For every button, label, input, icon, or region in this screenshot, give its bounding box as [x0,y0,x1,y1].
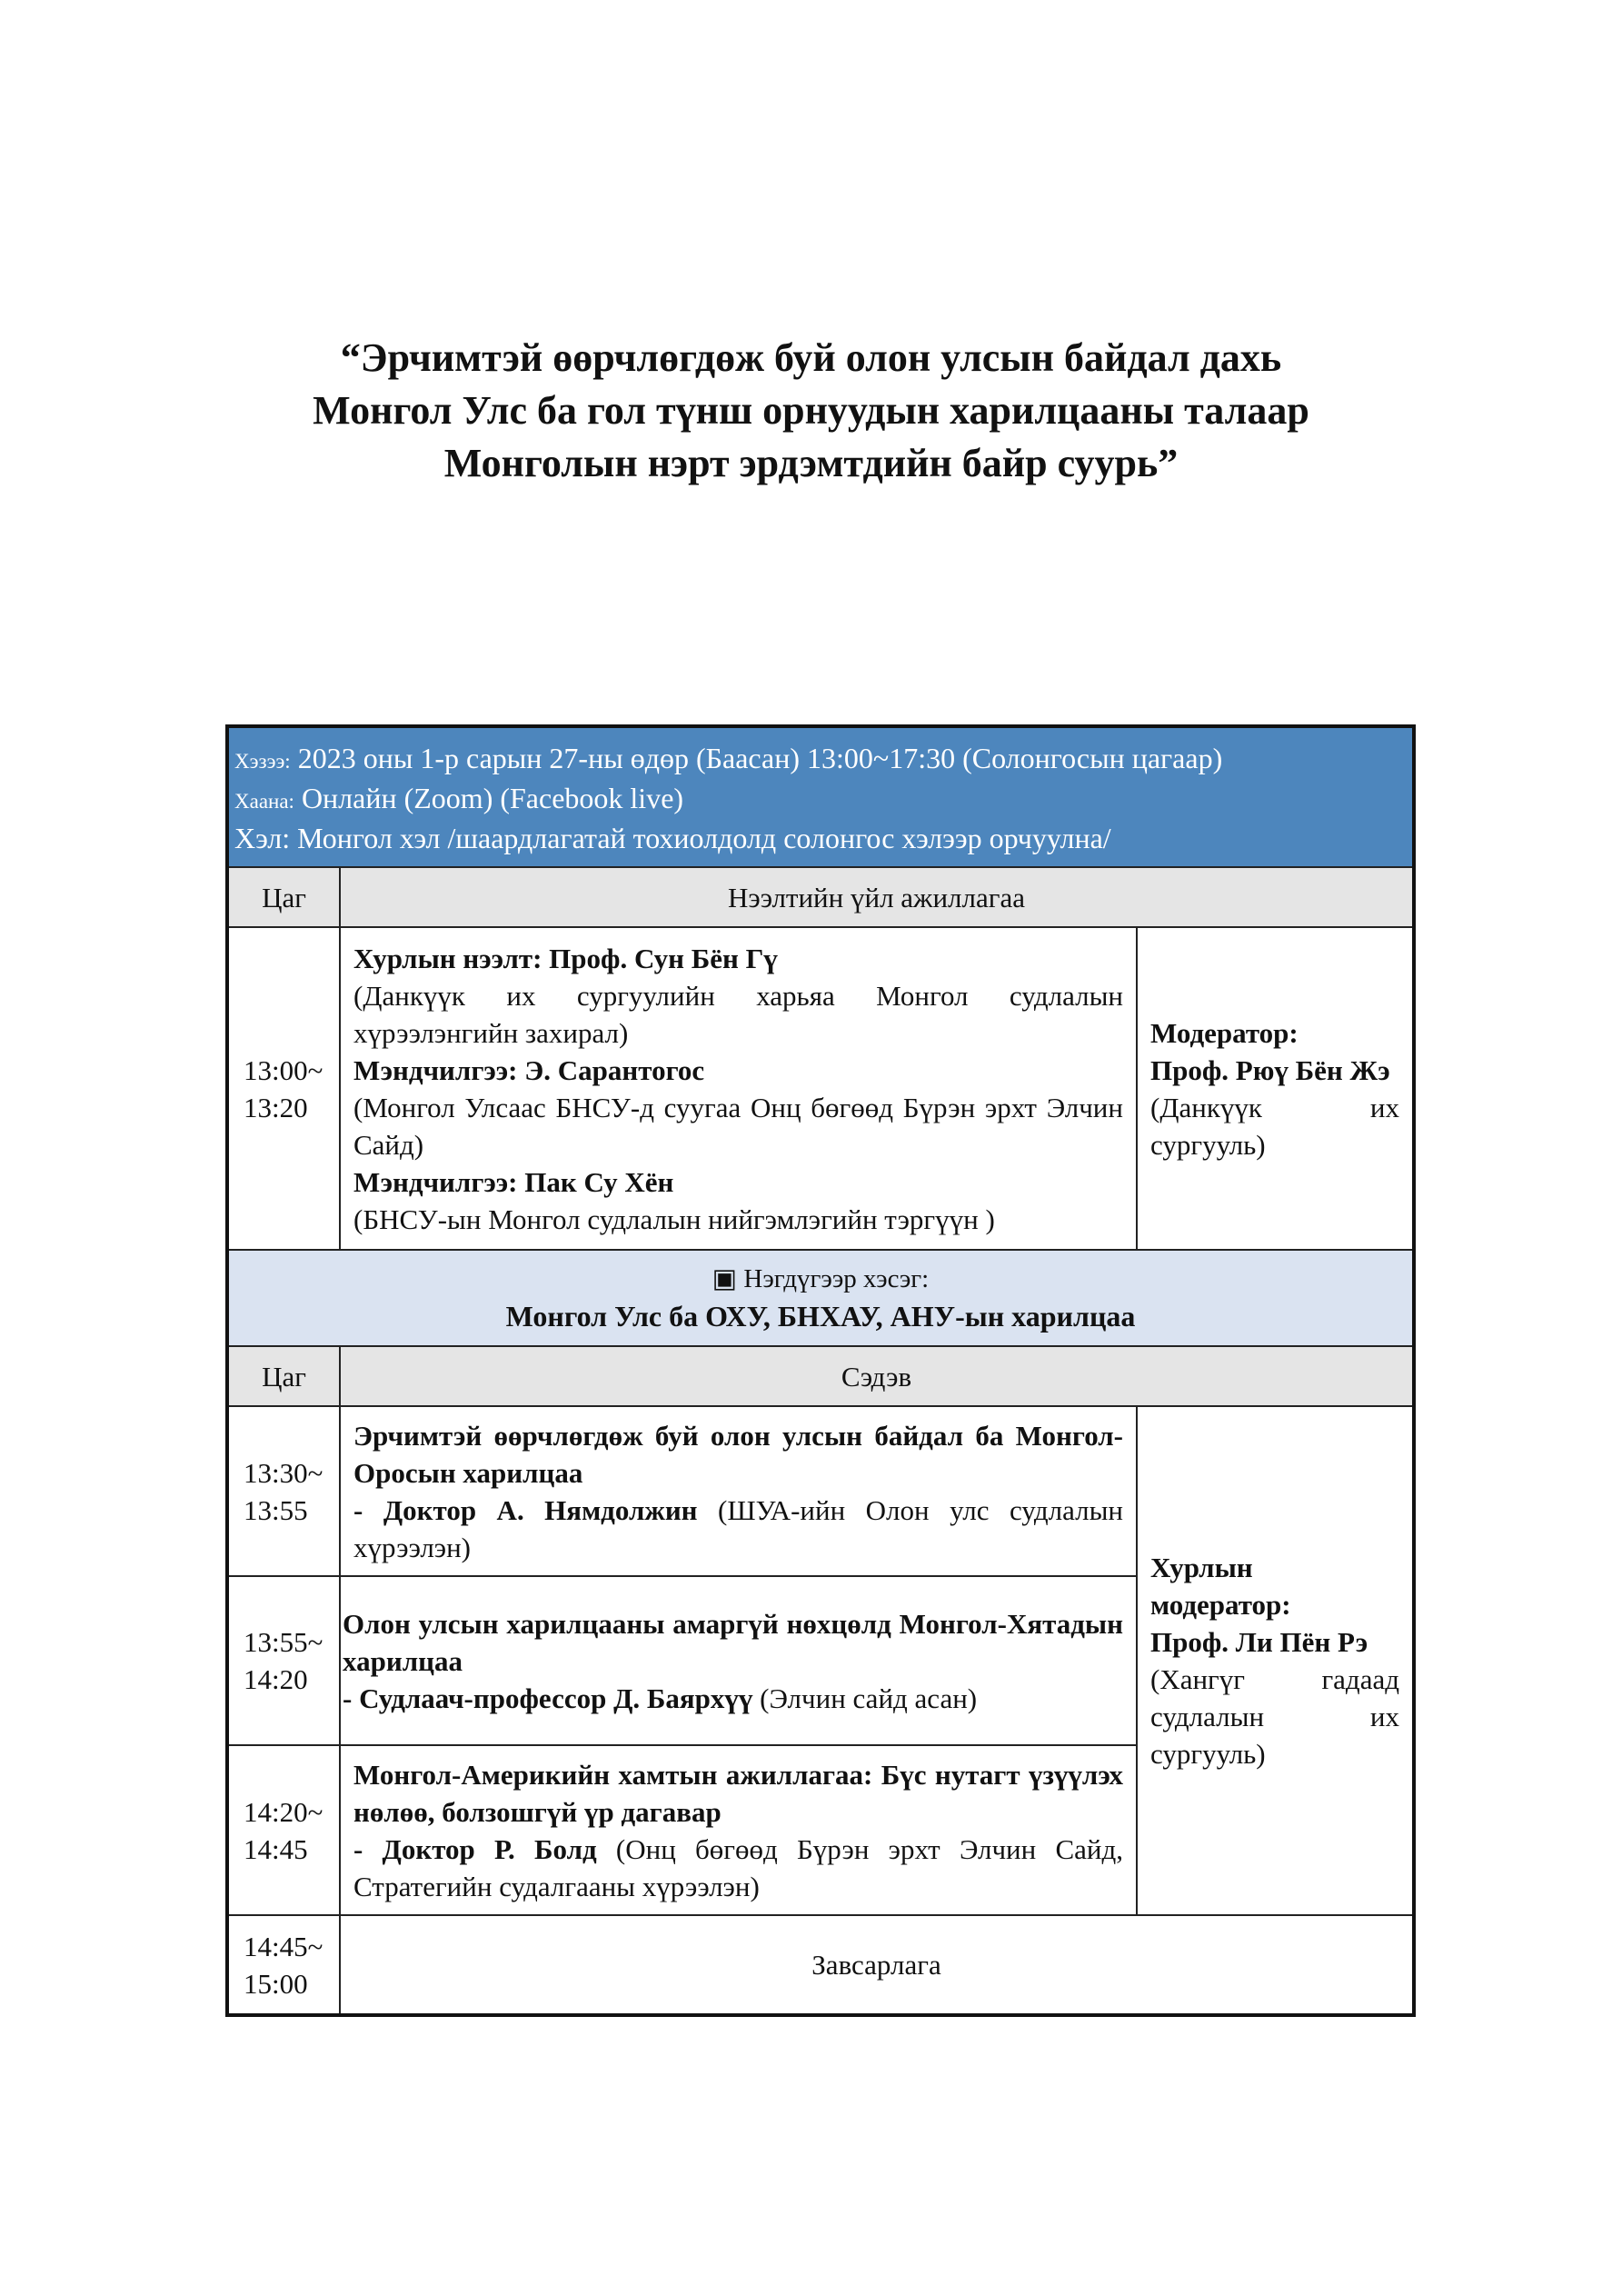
break-time [227,1915,340,2015]
title-line-2: Монгол Улс ба гол түнш орнуудын харилцааны талаар [313,388,1309,433]
opening-item-1: Хурлын нээлт: Проф. Сун Бён Гү [353,942,778,974]
language-line: Хэл: Монгол хэл /шаардлагатай тохиолдолд солонгос хэлээр орчуулна/ [234,821,1111,854]
section-moderator [1137,1406,1414,1915]
section-title: Монгол Улс ба ОХУ, БНХАУ, АНУ-ын харилцаа [505,1300,1136,1333]
talk-time [227,1406,340,1576]
time-end: 14:20 [244,1663,308,1695]
moderator-name: Проф. Рюү Бён Жэ [1150,1053,1390,1086]
col-time-header: Цаг [227,867,340,927]
talk-speaker: - Доктор Р. Болд [353,1832,597,1865]
talk-content [340,1576,1137,1745]
section-row [227,1250,1414,1346]
opening-moderator [1137,927,1414,1250]
talk-topic: Олон улсын харилцааны амаргүй нөхцөлд Монгол-Хятадын харилцаа [343,1607,1123,1677]
talk-affiliation: (Элчин сайд асан) [752,1682,978,1714]
opening-row [227,927,1414,1250]
where-label: Хаана: [234,789,294,813]
info-row [227,726,1414,867]
opening-item-2: Мэндчилгээ: Э. Сарантогос [353,1053,705,1086]
time-start: 14:20~ [244,1795,323,1828]
break-row [227,1915,1414,2015]
col-time-header-2: Цаг [227,1346,340,1406]
moderator-label: Модератор: [1150,1016,1299,1049]
where-value: Онлайн (Zoom) (Facebook live) [294,781,684,814]
opening-item-2-detail: (Монгол Улсаас БНСУ-д суугаа Онц бөгөөд Бүрэн эрхт Элчин Сайд) [353,1091,1123,1161]
talk-content [340,1406,1137,1576]
section-header-row [227,1346,1414,1406]
moderator-org: (Хангүг гадаад судлалын их сургууль) [1150,1663,1399,1770]
opening-item-3: Мэндчилгээ: Пак Су Хён [353,1165,674,1198]
talk-affiliation: (ШУА-ийн Олон улс судлалын хүрээлэн) [353,1493,1124,1563]
document-title [0,332,1622,490]
time-start: 14:45~ [244,1930,323,1962]
when-value: 2023 оны 1-р сарын 27-ны өдөр (Баасан) 13:00~17:30 (Солонгосын цагаар) [290,741,1223,774]
talk-affiliation: (Онц бөгөөд Бүрэн эрхт Элчин Сайд, Стратегийн судалгааны хүрээлэн) [353,1832,1124,1902]
section-label: ▣ Нэгдүгээр хэсэг: [711,1264,930,1293]
time-start: 13:55~ [244,1626,323,1658]
time-end: 13:20 [244,1091,308,1123]
time-end: 14:45 [244,1832,308,1865]
talk-time [227,1576,340,1745]
opening-item-3-detail: (БНСУ-ын Монгол судлалын нийгэмлэгийн тэргүүн ) [353,1203,995,1235]
schedule-table [225,724,1416,2017]
opening-item-1-detail: (Данкүүк их сургуулийн харьяа Монгол судлалын хүрээлэнгийн захирал) [353,979,1123,1049]
talk-speaker: - Судлаач-профессор Д. Баярхүү [343,1682,753,1714]
talk-time [227,1745,340,1915]
col-topic-header: Сэдэв [340,1346,1414,1406]
title-line-3: Монголын нэрт эрдэмтдийн байр суурь” [443,441,1179,485]
event-info [227,726,1414,867]
break-label: Завсарлага [340,1915,1414,2015]
opening-time [227,927,340,1250]
opening-header-row [227,867,1414,927]
talk-topic: Эрчимтэй өөрчлөгдөж буй олон улсын байдал ба Монгол-Оросын харилцаа [353,1419,1123,1489]
talk-topic: Монгол-Америкийн хамтын ажиллагаа: Бүс нутагт үзүүлэх нөлөө, болзошгүй үр дагавар [353,1758,1123,1828]
moderator-label: Хурлын модератор: [1150,1552,1291,1621]
talk-content [340,1745,1137,1915]
opening-content [340,927,1137,1250]
time-start: 13:00~ [244,1053,323,1086]
col-activity-header: Нээлтийн үйл ажиллагаа [340,867,1414,927]
time-end: 15:00 [244,1967,308,2000]
section-heading [227,1250,1414,1346]
time-end: 13:55 [244,1493,308,1526]
moderator-org: (Данкүүк их сургууль) [1150,1091,1399,1161]
moderator-name: Проф. Ли Пён Рэ [1150,1626,1368,1658]
talk-speaker: - Доктор А. Нямдолжин [353,1493,698,1526]
time-start: 13:30~ [244,1456,323,1489]
where-line [234,780,1405,820]
title-line-1: “Эрчимтэй өөрчлөгдөж буй олон улсын байдал дахь [340,335,1282,380]
when-line [234,740,1405,780]
talk-row [227,1406,1414,1576]
when-label: Хэзээ: [234,749,291,773]
